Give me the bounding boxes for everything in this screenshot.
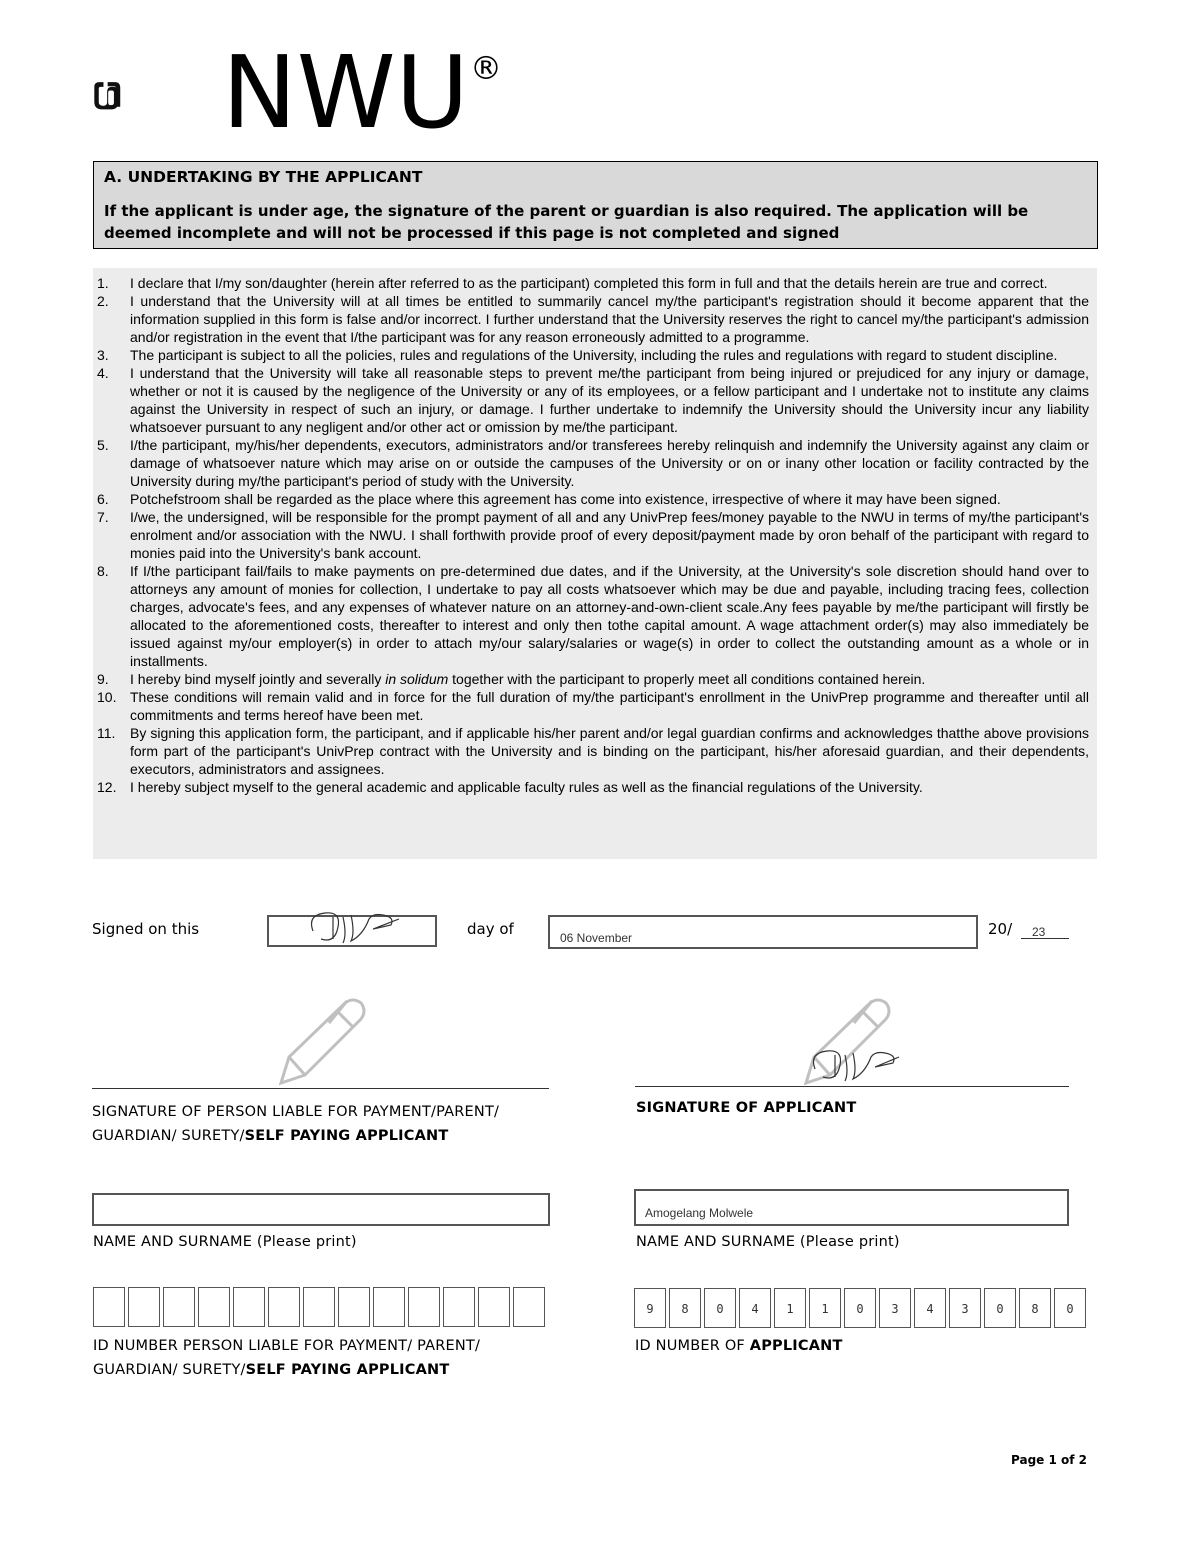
term-text: If I/the participant fail/fails to make payments on pre-determined due dates, and if the University, at the University's sole discretion should hand over to attorneys any amount of monies for collection, I undertake to pay all costs whatsoever which may be due and payable, including tracing fees, collection charges, advocate's fees, and any expenses of whatever nature on an attorney-and-own-client scale.Any fees payable by me/the participant will firstly be allocated to the aforementioned costs, thereafter to interest and only then tothe capital amount. A wage attachment order(s) may also immediately be issued against my/our employer(s) in order to attach my/our salary/salaries or wage(s) in order to collect the outstanding amount as a whole or in installments. — [130, 563, 1089, 669]
id-digit-box[interactable]: 0 — [844, 1288, 876, 1328]
term-text: I hereby subject myself to the general academic and applicable faculty rules as well as the financial regulations of the University. — [130, 779, 923, 795]
term-number: 4. — [97, 365, 109, 381]
name-field-applicant[interactable] — [634, 1189, 1069, 1226]
id-digit-box[interactable] — [163, 1287, 195, 1327]
term-number: 11. — [97, 725, 116, 741]
term-item — [93, 274, 1089, 292]
term-text: By signing this application form, the participant, and if applicable his/her parent and/or legal guardian confirms and acknowledges thatthe above provisions form part of the participant's UnivPrep contract with the University and is binding on the participant, his/her aforesaid guardian, and their dependents, executors, administrators and assignees. — [130, 725, 1089, 777]
id-label-applicant-bold: APPLICANT — [749, 1338, 843, 1354]
term-number: 10. — [97, 689, 117, 705]
section-title: A. UNDERTAKING BY THE APPLICANT — [104, 168, 423, 186]
term-item — [93, 364, 1089, 436]
nwu-logo-emblem — [93, 42, 203, 150]
id-digit-box[interactable]: 4 — [739, 1288, 771, 1328]
term-italic: in solidum — [385, 671, 449, 687]
term-item — [93, 778, 1089, 796]
signature-label-payer-text: SIGNATURE OF PERSON LIABLE FOR PAYMENT/PARENT/ GUARDIAN/ SURETY/ — [92, 1104, 500, 1144]
term-number: 9. — [97, 671, 109, 687]
id-digit-box[interactable]: 9 — [634, 1288, 666, 1328]
pen-icon — [275, 995, 371, 1089]
term-item — [93, 508, 1089, 562]
term-item — [93, 490, 1089, 508]
id-digit-box[interactable]: 0 — [704, 1288, 736, 1328]
term-number: 1. — [97, 275, 109, 291]
term-text: I understand that the University will at all times be entitled to summarily cancel my/the participant's registration should it become apparent that the information supplied in this form is false and/or incorrect. I further understand that the University reserves the right to cancel my/the participant's admission and/or registration in the event that I/the participant was for any reason erroneously admitted to a programme. — [130, 293, 1089, 345]
id-digit-box[interactable]: 4 — [914, 1288, 946, 1328]
id-digit-box[interactable] — [198, 1287, 230, 1327]
id-digit-box[interactable] — [338, 1287, 370, 1327]
id-digit-box[interactable] — [128, 1287, 160, 1327]
id-digits-payer — [93, 1287, 548, 1327]
day-signature-scribble — [303, 905, 403, 949]
id-label-payer-text: ID NUMBER PERSON LIABLE FOR PAYMENT/ PARENT/ GUARDIAN/ SURETY/ — [93, 1338, 481, 1378]
term-item — [93, 688, 1089, 724]
term-item — [93, 346, 1089, 364]
id-digit-box[interactable] — [303, 1287, 335, 1327]
name-label-payer: NAME AND SURNAME (Please print) — [93, 1234, 357, 1250]
term-text: I/we, the undersigned, will be responsible for the prompt payment of all and any UnivPrep fees/money payable to the NWU in terms of my/the participant's enrolment and/or association with the NWU. I shall forthwith provide proof of every deposit/payment made by oron behalf of the participant with regard to monies paid into the University's bank account. — [130, 509, 1089, 561]
id-digit-box[interactable]: 3 — [949, 1288, 981, 1328]
term-item — [93, 724, 1089, 778]
term-text: I hereby bind myself jointly and severally — [130, 671, 386, 687]
id-digit-box[interactable] — [373, 1287, 405, 1327]
id-digit-box[interactable]: 3 — [879, 1288, 911, 1328]
name-label-applicant: NAME AND SURNAME (Please print) — [636, 1234, 900, 1250]
id-digit-box[interactable] — [268, 1287, 300, 1327]
id-digits-applicant — [634, 1288, 1089, 1328]
id-label-payer — [93, 1334, 533, 1382]
year-prefix: 20/ — [988, 920, 1013, 938]
id-digit-box[interactable] — [93, 1287, 125, 1327]
term-number: 6. — [97, 491, 109, 507]
term-text: I understand that the University will take all reasonable steps to prevent me/the participant from being injured or prejudiced for any injury or damage, whether or not it is caused by the negligence of the University or any of its employees, or a fellow participant and I undertake not to institute any claims against the University in respect of such an injury, or damage. I further undertake to indemnify the University should the University incur any liability whatsoever pursuant to any negligent and/or other act or omission by me/the participant. — [130, 365, 1089, 435]
day-field[interactable] — [267, 915, 437, 947]
id-label-applicant — [635, 1334, 843, 1358]
signature-label-payer-bold: SELF PAYING APPLICANT — [244, 1128, 449, 1144]
page-number: Page 1 of 2 — [1011, 1453, 1087, 1467]
id-digit-box[interactable]: 0 — [984, 1288, 1016, 1328]
day-of-label: day of — [467, 920, 514, 938]
applicant-signature-scribble — [805, 1045, 900, 1087]
logo-text: NWU — [222, 34, 469, 151]
term-number: 3. — [97, 347, 109, 363]
term-number: 7. — [97, 509, 109, 525]
term-item — [93, 436, 1089, 490]
id-digit-box[interactable] — [443, 1287, 475, 1327]
terms-list — [93, 268, 1097, 859]
term-item — [93, 670, 1089, 688]
id-digit-box[interactable]: 0 — [1054, 1288, 1086, 1328]
id-digit-box[interactable] — [478, 1287, 510, 1327]
id-digit-box[interactable]: 8 — [669, 1288, 701, 1328]
name-value-applicant: Amogelang Molwele — [645, 1206, 754, 1220]
year-value: 23 — [1032, 925, 1046, 939]
id-label-applicant-text: ID NUMBER OF — [635, 1338, 750, 1354]
term-text: These conditions will remain valid and in force for the full duration of my/the participant's enrollment in the UnivPrep programme and thereafter until all commitments and terms hereof have been met. — [130, 689, 1089, 723]
term-number: 12. — [97, 779, 117, 795]
section-note: If the applicant is under age, the signature of the parent or guardian is also required. The application will be deemed incomplete and will not be processed if this page is not completed and signed — [104, 202, 1029, 242]
month-field[interactable] — [548, 915, 978, 949]
month-value: 06 November — [560, 931, 633, 945]
term-number: 5. — [97, 437, 109, 453]
term-number: 8. — [97, 563, 109, 579]
id-label-payer-bold: SELF PAYING APPLICANT — [245, 1362, 450, 1378]
id-digit-box[interactable] — [233, 1287, 265, 1327]
signature-label-applicant-text: SIGNATURE OF APPLICANT — [636, 1100, 857, 1116]
signature-line-payer — [92, 1088, 549, 1089]
id-digit-box[interactable]: 8 — [1019, 1288, 1051, 1328]
name-field-payer[interactable] — [92, 1193, 550, 1226]
registered-mark: ® — [470, 49, 502, 87]
id-digit-box[interactable] — [513, 1287, 545, 1327]
year-field[interactable] — [1021, 922, 1069, 939]
signed-on-label: Signed on this — [92, 920, 200, 938]
term-text: together with the participant to properly meet all conditions contained herein. — [448, 671, 926, 687]
id-digit-box[interactable]: 1 — [809, 1288, 841, 1328]
term-item — [93, 562, 1089, 670]
signature-label-payer — [92, 1100, 532, 1148]
signature-line-applicant — [635, 1086, 1069, 1087]
term-text: I declare that I/my son/daughter (herein after referred to as the participant) completed this form in full and that the details herein are true and correct. — [130, 275, 1048, 291]
term-text: Potchefstroom shall be regarded as the place where this agreement has come into existence, irrespective of where it may have been signed. — [130, 491, 1001, 507]
id-digit-box[interactable]: 1 — [774, 1288, 806, 1328]
term-text: I/the participant, my/his/her dependents, executors, administrators and/or transferees hereby relinquish and indemnify the University against any claim or damage of whatsoever nature which may arise on or outside the campuses of the University or on or inany other location or facility contracted by the University during my/the participant's period of study with the University. — [130, 437, 1089, 489]
term-text: The participant is subject to all the policies, rules and regulations of the University, including the rules and regulations with regard to student discipline. — [130, 347, 1058, 363]
undertaking-header — [93, 161, 1098, 249]
term-item — [93, 292, 1089, 346]
signature-label-applicant — [636, 1096, 856, 1120]
id-digit-box[interactable] — [408, 1287, 440, 1327]
term-number: 2. — [97, 293, 109, 309]
